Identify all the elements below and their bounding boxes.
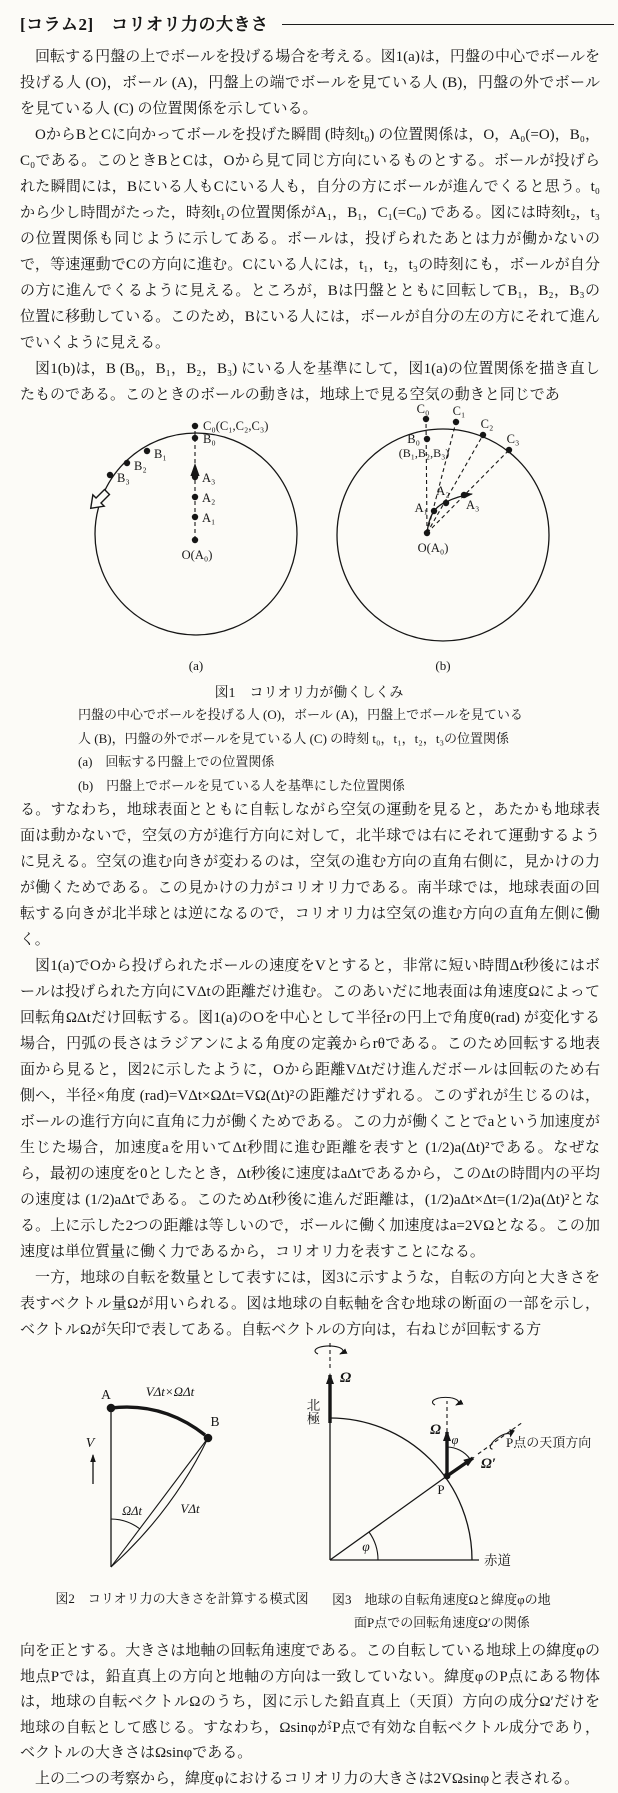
figure1-caption-line4: (b) 円盤上でボールを見ている人を基準にした位置関係 [78, 777, 405, 793]
latitude-angle-arc [369, 1532, 378, 1560]
p-rotation-arrow-icon [433, 1397, 459, 1405]
label-a3-a: A₃ [202, 471, 216, 485]
label-a3-b: A₃ [466, 498, 480, 512]
point-a3 [192, 474, 198, 480]
label-b1-a: B₁ [154, 447, 167, 461]
label-b0-b: B₀ [407, 432, 420, 446]
point-b-fig2 [204, 1434, 213, 1443]
point-c1-b [453, 419, 459, 425]
paragraph-2: OからBとCに向かってボールを投げた瞬間 (時刻t₀) の位置関係は，O，A₀(=O)，B₀，C₀である。このときBとCは，Oから見て同じ方向にいるものとする。ボールが投げられた瞬間には，Bにいる人もCにいる人も，自分の方にボールが進んでくると思う。t₀から少し時間がたった，時刻t₁の位置関係がA₁，B₁，C₁(=C₀) である。図には時刻t₂，t₃の位置関係も同じように示してある。ボールは，投げられたあとは力が働かないので，等速運動でCの方向に進む。Cにいる人には，t₁，t₂，t₃の時刻にも，ボールが自分の方に進んでくるように見える。ところが，Bは円盤とともに回転してB₁，B₂，B₃の位置に移動している。このため，Bにいる人には，ボールが自分の左の方にそれて進んでいくように見える。 [20, 127, 600, 351]
label-c3-b: C₃ [506, 432, 520, 446]
label-phi-p: φ [451, 1433, 459, 1447]
fig1b-group [337, 402, 549, 673]
label-b3-a: B₃ [117, 471, 130, 485]
point-b0 [192, 435, 198, 441]
body-text-block-3 [20, 1639, 600, 1793]
figure1-diagram [0, 398, 618, 682]
figure3-caption-line2: 面P点での回転角速度Ω′の関係 [354, 1615, 530, 1630]
label-a1-b: A₁ [414, 501, 428, 515]
label-chord-length: VΔt [180, 1501, 200, 1516]
title-rule [282, 24, 614, 25]
label-a1-a: A₁ [202, 511, 216, 525]
label-v: V [85, 1436, 95, 1451]
label-o-a: O(A₀) [181, 548, 213, 562]
label-point-p: P [437, 1482, 445, 1497]
figure2-figure3-diagram [0, 1335, 618, 1585]
point-b2 [124, 460, 130, 466]
fig1a-tag: (a) [188, 658, 204, 673]
label-c1-b: C₁ [452, 404, 466, 418]
figure3-caption-line1: 図3 地球の自転角速度Ωと緯度φの地 [332, 1592, 551, 1607]
point-b0-b [424, 436, 430, 442]
paragraph-6: 一方，地球の自転を数量として表すには，図3に示すような，自転の方向と大きさを表すベクトル量Ωが用いられる。図は地球の自転軸を含む地球の断面の一部を示し，ベクトルΩが矢印で表してある。自転ベクトルの方向は，右ねじが回転する方 [20, 1270, 600, 1338]
point-o [192, 537, 198, 543]
point-c3-b [506, 447, 512, 453]
label-omega-axis: Ω [340, 1370, 352, 1386]
label-b-fig2: B [210, 1414, 220, 1429]
label-b2-a: B₂ [134, 459, 147, 473]
figure1-caption-line3: (a) 回転する円盤上での位置関係 [78, 754, 275, 769]
figure2-caption: 図2 コリオリ力の大きさを計算する模式図 [55, 1591, 309, 1606]
point-a2 [192, 494, 198, 500]
label-zenith-direction: P点の天頂方向 [506, 1435, 592, 1450]
body-text-block-2 [20, 797, 600, 1345]
figure1-caption-title: 図1 コリオリ力が働くしくみ [214, 686, 404, 701]
label-a-fig2: A [101, 1387, 111, 1402]
fig1a-group [85, 419, 297, 673]
point-c2-b [480, 432, 486, 438]
axis-rotation-arrow-icon [315, 1346, 343, 1354]
deflection-arc [111, 1407, 205, 1435]
paragraph-5: 図1(a)でOから投げられたボールの速度をVとすると，非常に短い時間Δt秒後にはボールは投げられた方向にVΔtの距離だけ進む。このあいだに地表面は角速度Ωによって回転角ΩΔtだけ回転する。図1(a)のOを中心として半径rの円上で角度θ(rad) が変化する場合，円弧の長さはラジアンによる角度の定義からrθである。このため回転する地表面から見ると，図2に示したように，Oから距離VΔtだけ進んだボールは回転のため右側へ，半径×角度 (rad)=VΔt×ΩΔt=VΩ(Δt)²の距離だけずれる。このずれが生じるのは，ボールの進行方向に直角に力が働くためである。この力が働くことでaという加速度が生じた場合，加速度aを用いてΔt秒間に進む距離を表すと (1/2)a(Δt)²である。なぜなら，最初の速度を0としたとき，Δt秒後に速度はaΔtであるから，このΔtの時間内の平均の速度は (1/2)aΔtである。このためΔt秒後に進んだ距離は，(1/2)aΔt×Δt=(1/2)a(Δt)²となる。上に示した2つの距離は等しいので，ボールに働く加速度はa=2VΩとなる。この加速度は単位質量に働く力であるから，コリオリ力を表すことになる。 [20, 958, 600, 1260]
point-a1 [192, 514, 198, 520]
column-header [20, 10, 614, 35]
radius-to-p-line [330, 1476, 447, 1560]
point-b1 [144, 448, 150, 454]
disk-rotation-arrow-icon [85, 486, 113, 514]
rotation-angle-arc [111, 1519, 140, 1529]
label-c0-a: C₀(C₁,C₂,C₃) [203, 419, 269, 433]
point-c0 [192, 423, 198, 429]
fig1b-tag: (b) [435, 658, 451, 673]
point-b3 [107, 472, 113, 478]
label-b0-a: B₀ [203, 432, 216, 446]
label-o-b: O(A₀) [417, 541, 449, 555]
point-c0-b [423, 416, 429, 422]
label-phi-origin: φ [362, 1539, 370, 1554]
figure1-caption-line2: 人 (B)，円盤の外でボールを見ている人 (C) の時刻 t₀，t₁，t₂，t₃の位置関係 [78, 730, 509, 746]
paragraph-3: 図1(b)は，B (B₀，B₁，B₂，B₃) にいる人を基準にして，図1(a)の位置関係を描き直したものである。このときのボールの動きは，地球上で見る空気の動きと同じであ [20, 361, 600, 403]
label-c0-b: C₀ [416, 402, 430, 416]
paragraph-1: 回転する円盤の上でボールを投げる場合を考える。図1(a)は，円盤の中心でボールを投げる人 (O)，ボール (A)，円盤上の端でボールを見ている人 (B)，円盤の外でボールを見ている人 (C) の位置関係を示している。 [20, 49, 600, 117]
label-omega-p: Ω [430, 1422, 441, 1438]
fig2-group [86, 1384, 220, 1567]
point-a-fig2 [107, 1404, 116, 1413]
disk-b-circle [337, 429, 549, 641]
point-a2-b [443, 500, 449, 506]
label-rotation-angle: ΩΔt [122, 1504, 142, 1518]
point-a1-b [431, 508, 437, 514]
label-omega-prime: Ω′ [481, 1456, 496, 1472]
label-north-pole: 北極 [304, 1398, 320, 1425]
paragraph-4: る。すなわち，地球表面とともに自転しながら空気の運動を見ると，あたかも地球表面は動かないで，空気の方が進行方向に対して，北半球では右にそれて運動するように見える。空気の進む向きが変わるのは，空気の進む方向の直角右側に，見かけの力が働くためである。この見かけの力がコリオリ力である。南半球では，地球表面の回転する向きが北半球とは逆になるので，コリオリ力は空気の進む方向の直角左側に働く。 [20, 802, 600, 948]
label-c2-b: C₂ [480, 417, 494, 431]
label-a2-a: A₂ [202, 491, 216, 505]
paragraph-7: 向を正とする。大きさは地軸の回転角速度である。この自転している地球上の緯度φの地点Pでは，鉛直真上の方向と地軸の方向は一致していない。緯度φのP点にある物体は，地球の自転ベクトルΩのうち，図に示した鉛直真上（天頂）方向の成分Ω′だけを地球の自転として感じる。すなわち，ΩsinφがP点で有効な自転ベクトル成分であり，ベクトルの大きさはΩsinφである。 [20, 1643, 600, 1761]
label-a2-b: A₂ [436, 484, 450, 498]
column-title: [コラム2] コリオリ力の大きさ [20, 15, 269, 34]
fig3-group [305, 1343, 592, 1568]
figure1-caption-line1: 円盤の中心でボールを投げる人 (O)，ボール (A)，円盤上でボールを見ている [78, 707, 523, 722]
phi-angle-arc-at-p [447, 1447, 470, 1459]
body-text-block-1 [20, 44, 600, 412]
label-equator: 赤道 [484, 1553, 511, 1568]
figure3-caption [332, 1588, 614, 1634]
omega-prime-arrow [447, 1458, 473, 1476]
label-bgroup-b: (B₁,B₂,B₃) [398, 446, 450, 460]
figure1-caption [0, 682, 618, 796]
point-o-b [424, 530, 430, 536]
label-arc-length: VΔt×ΩΔt [145, 1384, 195, 1399]
paragraph-8: 上の二つの考察から，緯度φにおけるコリオリ力の大きさは2VΩsinφと表される。 [35, 1770, 580, 1787]
